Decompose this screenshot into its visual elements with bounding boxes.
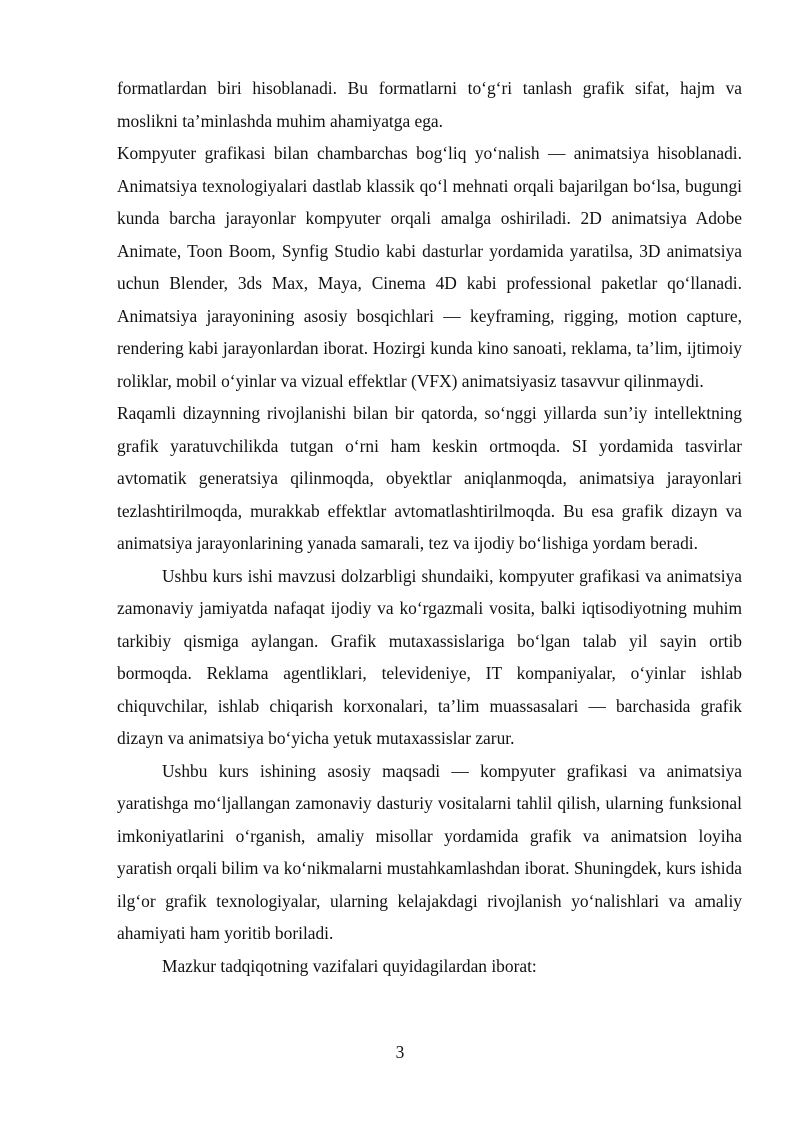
paragraph-animation: Kompyuter grafikasi bilan chambarchas bog‘liq yo‘nalish — animatsiya hisoblanadi. Animatsiya texnologiyalari dastlab klassik qo‘l mehnati orqali bajarilgan bo‘lsa, bugungi kunda barcha jarayonlar kompyuter orqali amalga oshiriladi. 2D animatsiya Adobe Animate, Toon Boom, Synfig Studio kabi dasturlar yordamida yaratilsa, 3D animatsiya uchun Blender, 3ds Max, Maya, Cinema 4D kabi professional paketlar qo‘llanadi. Animatsiya jarayonining asosiy bosqichlari — keyframing, rigging, motion capture, rendering kabi jarayonlardan iborat. Hozirgi kunda kino sanoati, reklama, ta’lim, ijtimoiy roliklar, mobil o‘yinlar va vizual effektlar (VFX) animatsiyasiz tasavvur qilinmaydi. [117,143,742,391]
paragraph-purpose: Ushbu kurs ishining asosiy maqsadi — kompyuter grafikasi va animatsiya yaratishga mo‘ljallangan zamonaviy dasturiy vositalarni tahlil qilish, ularning funksional imkoniyatlarini o‘rganish, amaliy misollar yordamida grafik va animatsion loyiha yaratish orqali bilim va ko‘nikmalarni mustahkamlashdan iborat. Shuningdek, kurs ishida ilg‘or grafik texnologiyalar, ularning kelajakdagi rivojlanish yo‘nalishlari va amaliy ahamiyati ham yoritib boriladi. [117,760,742,943]
paragraph-formats: formatlardan biri hisoblanadi. Bu formatlarni to‘g‘ri tanlash grafik sifat, hajm va moslikni ta’minlashda muhim ahamiyatga ega. [117,78,742,131]
paragraph-tasks-intro: Mazkur tadqiqotning vazifalari quyidagilardan iborat: [162,955,537,976]
document-body [117,72,742,982]
paragraph-digital-design: Raqamli dizaynning rivojlanishi bilan bir qatorda, so‘nggi yillarda sun’iy intellektning grafik yaratuvchilikda tutgan o‘rni ham keskin ortmoqda. SI yordamida tasvirlar avtomatik generatsiya qilinmoqda, obyektlar aniqlanmoqda, animatsiya jarayonlari tezlashtirilmoqda, murakkab effektlar avtomatlashtirilmoqda. Bu esa grafik dizayn va animatsiya jarayonlarining yanada samarali, tez va ijodiy bo‘lishiga yordam beradi. [117,403,742,553]
page-number: 3 [395,1042,405,1062]
paragraph-relevance: Ushbu kurs ishi mavzusi dolzarbligi shundaiki, kompyuter grafikasi va animatsiya zamonaviy jamiyatda nafaqat ijodiy va ko‘rgazmali vosita, balki iqtisodiyotning muhim tarkibiy qismiga aylangan. Grafik mutaxassislariga bo‘lgan talab yil sayin ortib bormoqda. Reklama agentliklari, televideniye, IT kompaniyalar, o‘yinlar ishlab chiquvchilar, ishlab chiqarish korxonalari, ta’lim muassasalari — barchasida grafik dizayn va animatsiya bo‘yicha yetuk mutaxassislar zarur. [117,565,742,748]
